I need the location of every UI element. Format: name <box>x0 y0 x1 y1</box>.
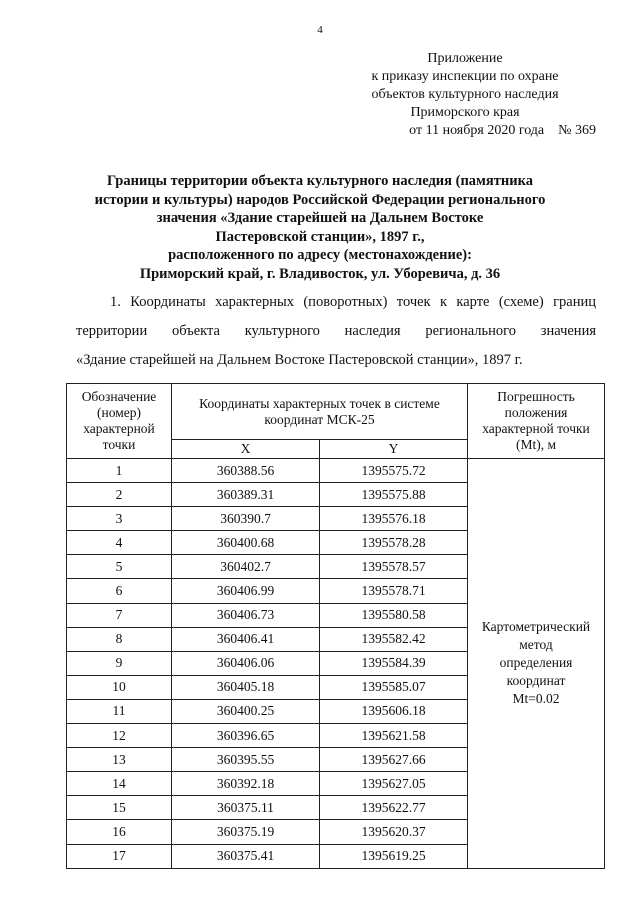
title-line: Приморский край, г. Владивосток, ул. Уборевича, д. 36 <box>139 265 501 282</box>
order-date: от 11 ноября 2020 года <box>409 123 545 138</box>
cell-point-number: 4 <box>67 531 172 555</box>
cell-x: 360390.7 <box>172 507 320 531</box>
paragraph-line: «Здание старейшей на Дальнем Востоке Пастеровской станции», 1897 г. <box>76 352 523 368</box>
coordinates-table <box>66 383 605 869</box>
cell-x: 360406.06 <box>172 651 320 675</box>
appendix-date-line <box>330 122 600 140</box>
cell-y: 1395627.66 <box>320 748 468 772</box>
page-number: 4 <box>317 24 323 36</box>
cell-x: 360389.31 <box>172 483 320 507</box>
cell-point-number: 8 <box>67 627 172 651</box>
cell-y: 1395627.05 <box>320 772 468 796</box>
appendix-line: к приказу инспекции по охране <box>371 69 559 84</box>
cell-x: 360406.99 <box>172 579 320 603</box>
appendix-line: объектов культурного наследия <box>371 87 559 102</box>
cell-point-number: 6 <box>67 579 172 603</box>
cell-x: 360400.25 <box>172 699 320 723</box>
method-line: метод <box>519 637 553 653</box>
cell-point-number: 1 <box>67 459 172 483</box>
cell-y: 1395582.42 <box>320 627 468 651</box>
cell-x: 360405.18 <box>172 675 320 699</box>
title-line: значения «Здание старейшей на Дальнем Востоке <box>156 210 484 226</box>
header-x: X <box>172 440 320 459</box>
cell-point-number: 15 <box>67 796 172 820</box>
method-line: Картометрический <box>481 619 591 635</box>
cell-y: 1395576.18 <box>320 507 468 531</box>
paragraph-line: территории объекта культурного наследия регионального значения <box>76 323 596 339</box>
cell-x: 360388.56 <box>172 459 320 483</box>
cell-y: 1395585.07 <box>320 675 468 699</box>
cell-method <box>468 459 605 869</box>
cell-point-number: 16 <box>67 820 172 844</box>
cell-y: 1395606.18 <box>320 699 468 723</box>
order-number: № 369 <box>558 123 596 138</box>
cell-point-number: 10 <box>67 675 172 699</box>
cell-y: 1395578.57 <box>320 555 468 579</box>
appendix-line: Приморского края <box>410 105 520 120</box>
cell-y: 1395580.58 <box>320 603 468 627</box>
title-line: Границы территории объекта культурного наследия (памятника <box>106 173 533 189</box>
table-row <box>67 459 605 483</box>
cell-y: 1395620.37 <box>320 820 468 844</box>
cell-point-number: 2 <box>67 483 172 507</box>
cell-y: 1395578.28 <box>320 531 468 555</box>
cell-point-number: 5 <box>67 555 172 579</box>
cell-point-number: 14 <box>67 772 172 796</box>
cell-y: 1395578.71 <box>320 579 468 603</box>
cell-x: 360396.65 <box>172 724 320 748</box>
cell-point-number: 17 <box>67 844 172 868</box>
cell-y: 1395622.77 <box>320 796 468 820</box>
header-error: Погрешность положения характерной точки (Mt), м <box>468 384 605 459</box>
cell-x: 360402.7 <box>172 555 320 579</box>
cell-x: 360406.41 <box>172 627 320 651</box>
method-line: Mt=0.02 <box>512 691 560 707</box>
header-coordinates: Координаты характерных точек в системе координат МСК-25 <box>172 384 468 440</box>
paragraph-line: 1. Координаты характерных (поворотных) точек к карте (схеме) границ <box>110 294 596 310</box>
document-title <box>60 172 580 283</box>
header-point: Обозначение (номер) характерной точки <box>67 384 172 459</box>
title-line: расположенного по адресу (местонахождение): <box>168 247 472 263</box>
cell-x: 360406.73 <box>172 603 320 627</box>
cell-x: 360375.11 <box>172 796 320 820</box>
cell-point-number: 13 <box>67 748 172 772</box>
appendix-line: Приложение <box>427 51 503 66</box>
method-line: координат <box>506 673 566 689</box>
cell-point-number: 3 <box>67 507 172 531</box>
cell-x: 360375.41 <box>172 844 320 868</box>
cell-y: 1395575.72 <box>320 459 468 483</box>
cell-point-number: 11 <box>67 699 172 723</box>
cell-x: 360395.55 <box>172 748 320 772</box>
table-body <box>67 459 605 869</box>
cell-x: 360375.19 <box>172 820 320 844</box>
cell-y: 1395621.58 <box>320 724 468 748</box>
title-line: истории и культуры) народов Российской Федерации регионального <box>94 191 546 208</box>
cell-x: 360400.68 <box>172 531 320 555</box>
title-line: Пастеровской станции», 1897 г., <box>215 228 425 245</box>
method-line: определения <box>499 655 573 671</box>
cell-y: 1395575.88 <box>320 483 468 507</box>
cell-point-number: 7 <box>67 603 172 627</box>
cell-point-number: 9 <box>67 651 172 675</box>
cell-x: 360392.18 <box>172 772 320 796</box>
cell-point-number: 12 <box>67 724 172 748</box>
header-y: Y <box>320 440 468 459</box>
cell-y: 1395584.39 <box>320 651 468 675</box>
appendix-header <box>330 50 600 140</box>
cell-y: 1395619.25 <box>320 844 468 868</box>
